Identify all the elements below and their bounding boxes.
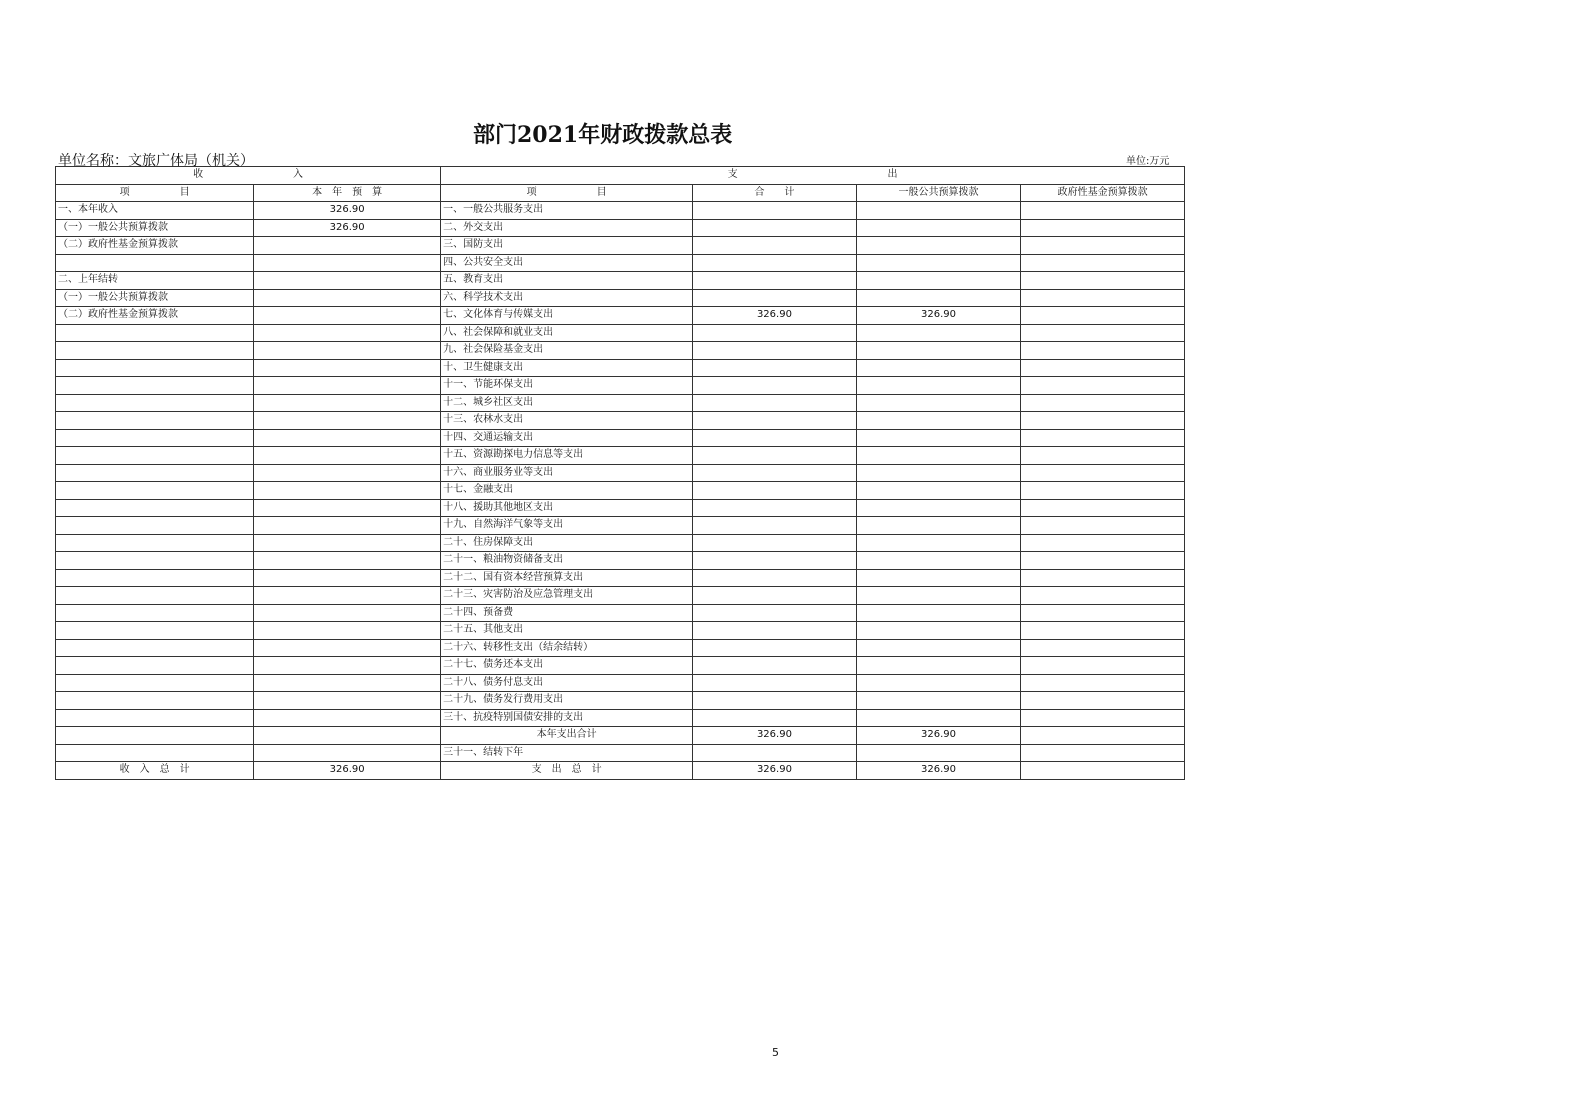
table-row (56, 219, 1185, 237)
income-budget (254, 324, 441, 342)
income-item (56, 324, 254, 342)
expense-total (693, 342, 857, 360)
expense-fund-total (1021, 762, 1185, 780)
expense-item: 十、卫生健康支出 (441, 359, 693, 377)
expense-general (856, 517, 1021, 535)
expense-item: 十二、城乡社区支出 (441, 394, 693, 412)
table-row (56, 429, 1185, 447)
expense-total (693, 237, 857, 255)
expense-general (856, 604, 1021, 622)
table-row (56, 359, 1185, 377)
income-budget (254, 674, 441, 692)
income-item: （一）一般公共预算拨款 (56, 289, 254, 307)
income-item (56, 482, 254, 500)
income-item (56, 359, 254, 377)
expense-general (856, 657, 1021, 675)
unit-label: 单位:万元 (1126, 156, 1170, 167)
expense-fund (1021, 307, 1185, 325)
expense-total (693, 709, 857, 727)
income-item (56, 412, 254, 430)
expense-fund (1021, 569, 1185, 587)
income-item: （一）一般公共预算拨款 (56, 219, 254, 237)
expense-general (856, 674, 1021, 692)
income-budget (254, 517, 441, 535)
table-row (56, 499, 1185, 517)
header-row-columns (56, 184, 1185, 202)
table-row (56, 674, 1185, 692)
subtotal-total: 326.90 (693, 727, 857, 745)
expense-general-total: 326.90 (856, 762, 1021, 780)
expense-general (856, 709, 1021, 727)
income-item (56, 552, 254, 570)
expense-total-value: 326.90 (693, 762, 857, 780)
income-item (56, 657, 254, 675)
expense-total (693, 359, 857, 377)
expense-item: 二十五、其他支出 (441, 622, 693, 640)
table-row (56, 202, 1185, 220)
expense-fund (1021, 429, 1185, 447)
income-item (56, 622, 254, 640)
income-header: 收 入 (56, 167, 441, 185)
expense-general (856, 482, 1021, 500)
income-budget (254, 447, 441, 465)
expense-total (693, 377, 857, 395)
empty-cell (254, 727, 441, 745)
expense-general (856, 587, 1021, 605)
expense-fund (1021, 289, 1185, 307)
table-row (56, 534, 1185, 552)
table-row (56, 412, 1185, 430)
expense-fund (1021, 464, 1185, 482)
expense-total (693, 517, 857, 535)
income-budget (254, 377, 441, 395)
expense-item: 一、一般公共服务支出 (441, 202, 693, 220)
expense-item: 二十、住房保障支出 (441, 534, 693, 552)
expense-general (856, 499, 1021, 517)
expense-total (693, 219, 857, 237)
subtotal-general: 326.90 (856, 727, 1021, 745)
expense-item: 十四、交通运输支出 (441, 429, 693, 447)
expense-fund (1021, 709, 1185, 727)
income-budget (254, 237, 441, 255)
expense-general (856, 202, 1021, 220)
income-budget (254, 272, 441, 290)
expense-total: 326.90 (693, 307, 857, 325)
income-budget (254, 534, 441, 552)
expense-total (693, 202, 857, 220)
expense-fund (1021, 587, 1185, 605)
expense-total (693, 604, 857, 622)
income-item (56, 377, 254, 395)
income-item (56, 464, 254, 482)
subtotal-label: 本年支出合计 (441, 727, 693, 745)
expense-total (693, 324, 857, 342)
expense-total (693, 639, 857, 657)
carry-row (56, 744, 1185, 762)
income-budget (254, 359, 441, 377)
expense-general (856, 534, 1021, 552)
income-item (56, 569, 254, 587)
empty-cell (56, 744, 254, 762)
table-row (56, 604, 1185, 622)
empty-cell (856, 744, 1021, 762)
expense-general (856, 359, 1021, 377)
expense-total (693, 482, 857, 500)
income-budget (254, 657, 441, 675)
empty-cell (254, 744, 441, 762)
expense-item: 八、社会保障和就业支出 (441, 324, 693, 342)
income-item: 一、本年收入 (56, 202, 254, 220)
table-row (56, 394, 1185, 412)
table-row (56, 324, 1185, 342)
expense-item: 二、外交支出 (441, 219, 693, 237)
expense-general (856, 394, 1021, 412)
expense-fund (1021, 254, 1185, 272)
income-budget (254, 429, 441, 447)
empty-cell (693, 744, 857, 762)
expense-item: 十八、援助其他地区支出 (441, 499, 693, 517)
expense-total (693, 447, 857, 465)
expense-fund (1021, 499, 1185, 517)
table-row (56, 587, 1185, 605)
income-item (56, 429, 254, 447)
page-number: 5 (772, 1046, 779, 1059)
income-budget (254, 289, 441, 307)
subtotal-fund (1021, 727, 1185, 745)
expense-item: 三十、抗疫特别国债安排的支出 (441, 709, 693, 727)
expense-fund (1021, 692, 1185, 710)
expense-fund (1021, 377, 1185, 395)
income-item (56, 447, 254, 465)
income-item (56, 674, 254, 692)
table-row (56, 307, 1185, 325)
expense-fund (1021, 394, 1185, 412)
expense-general (856, 412, 1021, 430)
expense-general (856, 219, 1021, 237)
income-budget (254, 482, 441, 500)
col-budget: 本 年 预 算 (254, 184, 441, 202)
expense-general (856, 622, 1021, 640)
expense-item: 二十九、债务发行费用支出 (441, 692, 693, 710)
expense-general (856, 377, 1021, 395)
expense-general (856, 429, 1021, 447)
unit-name: 单位名称：文旅广体局（机关） (58, 153, 254, 169)
table-row (56, 237, 1185, 255)
expense-fund (1021, 482, 1185, 500)
expense-fund (1021, 202, 1185, 220)
expense-total (693, 254, 857, 272)
expense-item: 五、教育支出 (441, 272, 693, 290)
expense-total (693, 674, 857, 692)
table-row (56, 342, 1185, 360)
expense-total-label: 支 出 总 计 (441, 762, 693, 780)
expense-general (856, 569, 1021, 587)
income-budget (254, 709, 441, 727)
expense-item: 四、公共安全支出 (441, 254, 693, 272)
expense-fund (1021, 657, 1185, 675)
expense-total (693, 692, 857, 710)
expense-fund (1021, 412, 1185, 430)
subtotal-row (56, 727, 1185, 745)
empty-cell (56, 727, 254, 745)
expense-item: 二十八、债务付息支出 (441, 674, 693, 692)
expense-general (856, 639, 1021, 657)
income-budget (254, 639, 441, 657)
expense-general (856, 464, 1021, 482)
expense-total (693, 657, 857, 675)
expense-item: 二十一、粮油物资储备支出 (441, 552, 693, 570)
expense-fund (1021, 639, 1185, 657)
expense-general (856, 447, 1021, 465)
expense-general (856, 289, 1021, 307)
expense-item: 十七、金融支出 (441, 482, 693, 500)
table-row (56, 254, 1185, 272)
totals-row (56, 762, 1185, 780)
expense-total (693, 464, 857, 482)
expense-item: 二十七、债务还本支出 (441, 657, 693, 675)
expense-general (856, 552, 1021, 570)
expense-item: 三、国防支出 (441, 237, 693, 255)
table-row (56, 569, 1185, 587)
income-budget (254, 692, 441, 710)
expense-total (693, 272, 857, 290)
expense-total (693, 569, 857, 587)
expense-total (693, 499, 857, 517)
expense-header: 支 出 (441, 167, 1185, 185)
income-item (56, 394, 254, 412)
expense-total (693, 412, 857, 430)
table-row (56, 639, 1185, 657)
expense-fund (1021, 272, 1185, 290)
expense-total (693, 394, 857, 412)
table-row (56, 709, 1185, 727)
expense-item: 六、科学技术支出 (441, 289, 693, 307)
expense-fund (1021, 447, 1185, 465)
carry-label: 三十一、结转下年 (441, 744, 693, 762)
income-budget (254, 412, 441, 430)
expense-fund (1021, 359, 1185, 377)
table-row (56, 482, 1185, 500)
expense-fund (1021, 342, 1185, 360)
income-item (56, 604, 254, 622)
income-item (56, 587, 254, 605)
expense-fund (1021, 622, 1185, 640)
income-item (56, 534, 254, 552)
income-budget (254, 604, 441, 622)
expense-item: 十六、商业服务业等支出 (441, 464, 693, 482)
income-budget: 326.90 (254, 202, 441, 220)
income-item (56, 517, 254, 535)
expense-general (856, 237, 1021, 255)
table-row (56, 377, 1185, 395)
income-item: （二）政府性基金预算拨款 (56, 237, 254, 255)
expense-general (856, 324, 1021, 342)
expense-fund (1021, 237, 1185, 255)
expense-fund (1021, 552, 1185, 570)
income-budget (254, 552, 441, 570)
table-row (56, 657, 1185, 675)
expense-item: 二十六、转移性支出（结余结转） (441, 639, 693, 657)
expense-general (856, 692, 1021, 710)
income-total-value: 326.90 (254, 762, 441, 780)
income-budget (254, 569, 441, 587)
income-item (56, 499, 254, 517)
expense-general (856, 342, 1021, 360)
income-item (56, 692, 254, 710)
income-item: （二）政府性基金预算拨款 (56, 307, 254, 325)
income-budget (254, 342, 441, 360)
expense-total (693, 429, 857, 447)
expense-general (856, 254, 1021, 272)
table-row (56, 517, 1185, 535)
table-row (56, 447, 1185, 465)
expense-general (856, 272, 1021, 290)
income-budget (254, 464, 441, 482)
empty-cell (1021, 744, 1185, 762)
expense-fund (1021, 324, 1185, 342)
col-total: 合 计 (693, 184, 857, 202)
income-total-label: 收 入 总 计 (56, 762, 254, 780)
page-title: 部门2021年财政拨款总表 (473, 122, 733, 148)
expense-item: 二十三、灾害防治及应急管理支出 (441, 587, 693, 605)
expense-fund (1021, 219, 1185, 237)
expense-total (693, 552, 857, 570)
expense-total (693, 534, 857, 552)
col-item-right: 项 目 (441, 184, 693, 202)
income-budget (254, 587, 441, 605)
table-row (56, 289, 1185, 307)
header-row-group (56, 167, 1185, 185)
expense-item: 二十四、预备费 (441, 604, 693, 622)
income-item: 二、上年结转 (56, 272, 254, 290)
expense-item: 七、文化体育与传媒支出 (441, 307, 693, 325)
table-row (56, 552, 1185, 570)
expense-total (693, 289, 857, 307)
income-budget (254, 499, 441, 517)
income-budget (254, 254, 441, 272)
expense-fund (1021, 534, 1185, 552)
budget-table (55, 166, 1185, 780)
income-item (56, 709, 254, 727)
expense-total (693, 587, 857, 605)
col-item-left: 项 目 (56, 184, 254, 202)
income-item (56, 342, 254, 360)
col-fund: 政府性基金预算拨款 (1021, 184, 1185, 202)
expense-item: 十五、资源勘探电力信息等支出 (441, 447, 693, 465)
expense-item: 十九、自然海洋气象等支出 (441, 517, 693, 535)
expense-fund (1021, 517, 1185, 535)
expense-fund (1021, 674, 1185, 692)
income-budget (254, 394, 441, 412)
income-budget: 326.90 (254, 219, 441, 237)
income-item (56, 639, 254, 657)
income-budget (254, 307, 441, 325)
income-item (56, 254, 254, 272)
table-row (56, 622, 1185, 640)
table-row (56, 272, 1185, 290)
expense-general: 326.90 (856, 307, 1021, 325)
expense-item: 二十二、国有资本经营预算支出 (441, 569, 693, 587)
expense-fund (1021, 604, 1185, 622)
expense-item: 九、社会保险基金支出 (441, 342, 693, 360)
table-row (56, 692, 1185, 710)
expense-total (693, 622, 857, 640)
income-budget (254, 622, 441, 640)
expense-item: 十一、节能环保支出 (441, 377, 693, 395)
col-general: 一般公共预算拨款 (856, 184, 1021, 202)
expense-item: 十三、农林水支出 (441, 412, 693, 430)
table-row (56, 464, 1185, 482)
